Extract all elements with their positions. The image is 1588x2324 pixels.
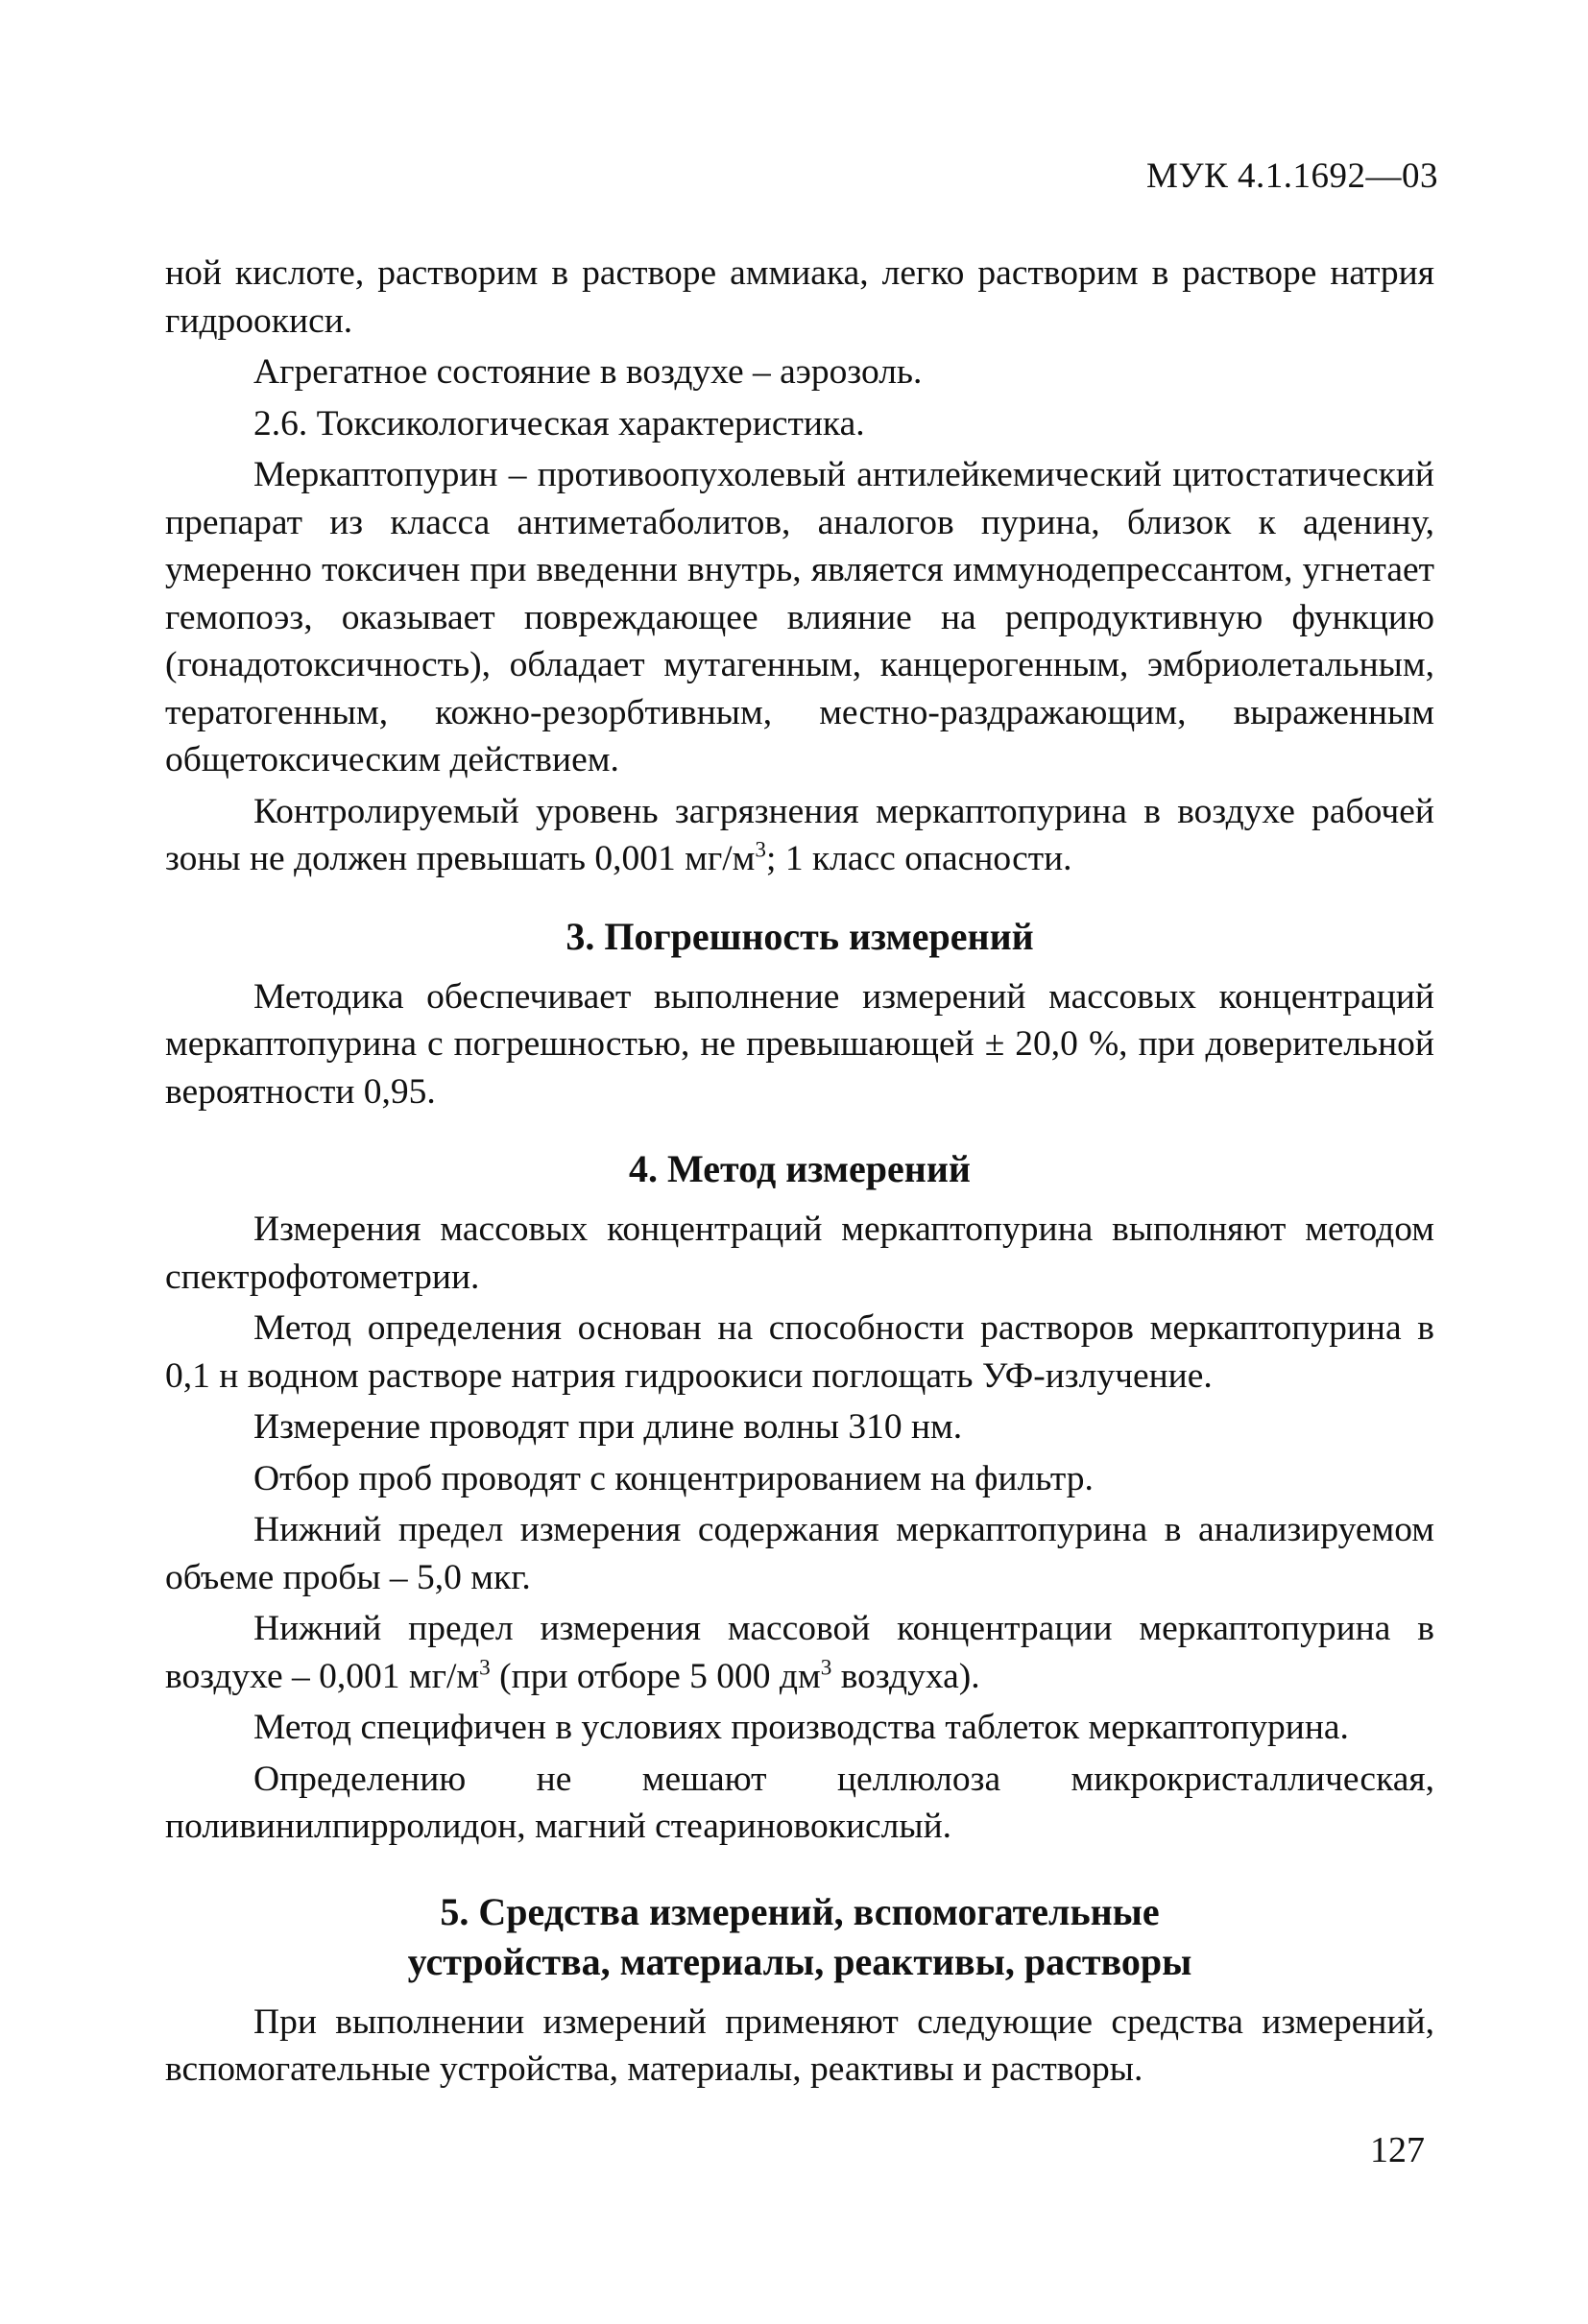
section-4-title: 4. Метод измерений [629, 1147, 971, 1190]
paragraph-toxicology: Меркаптопурин – противоопухолевый антилейкемический цитостатический препарат из класса антиметаболитов, аналогов пурина, близок к аденину, умеренно токсичен при введенни внутрь, является иммунодепрессантом, угнетает гемопоэз, оказывает повреждающее влияние на репродуктивную функцию (гонадотоксичность), обладает мутагенным, канцерогенным, эмбриолетальным, тератогенным, кожно-резорбтивным, местно-раздражающим, выраженным общетоксическим действием. [165, 455, 1434, 779]
paragraph-tox-heading: 2.6. Токсикологическая характеристика. [253, 403, 865, 443]
paragraph-control-level [165, 788, 1434, 883]
paragraph-error: Методика обеспечивает выполнение измерений массовых концентраций меркаптопурина с погрешностью, не превышающей ± 20,0 %, при доверительной вероятности 0,95. [165, 976, 1434, 1112]
superscript-3: 3 [820, 1655, 832, 1680]
paragraph-aggregate-state: Агрегатное состояние в воздухе – аэрозоль. [253, 352, 923, 392]
paragraph-method-1: Измерения массовых концентраций меркаптопурина выполняют методом спектрофотометрии. [165, 1210, 1434, 1297]
paragraph-method-6 [165, 1605, 1434, 1700]
paragraph-method-7: Метод специфичен в условиях производства таблеток меркаптопурина. [253, 1708, 1349, 1747]
method-6-text: Нижний предел измерения массовой концентрации меркаптопурина в воздухе – 0,001 мг/м [165, 1609, 1434, 1696]
superscript-3: 3 [479, 1655, 491, 1680]
paragraph-method-8: Определению не мешают целлюлоза микрокристаллическая, поливинилпирролидон, магний стеариновокислый. [165, 1759, 1434, 1846]
superscript-3: 3 [755, 837, 767, 863]
control-level-text: Контролируемый уровень загрязнения меркаптопурина в воздухе рабочей зоны не должен превышать 0,001 мг/м [165, 791, 1434, 878]
section-5-title-line-1: 5. Средства измерений, вспомогательные [440, 1889, 1160, 1933]
paragraph-solubility: ной кислоте, растворим в растворе аммиака, легко растворим в растворе натрия гидроокиси. [165, 253, 1434, 341]
document-code-header: МУК 4.1.1692—03 [1145, 156, 1438, 196]
paragraph-method-3: Измерение проводят при длине волны 310 нм. [253, 1407, 963, 1447]
control-level-text-end: ; 1 класс опасности. [766, 839, 1072, 878]
section-5-title-line-2: устройства, материалы, реактивы, растворы [407, 1939, 1192, 1983]
paragraph-method-5: Нижний предел измерения содержания меркаптопурина в анализируемом объеме пробы – 5,0 мкг. [165, 1510, 1434, 1597]
method-6-text-mid: (при отборе 5 000 дм [490, 1656, 821, 1696]
page-number: 127 [1370, 2130, 1425, 2170]
paragraph-method-2: Метод определения основан на способности растворов меркаптопурина в 0,1 н водном растворе натрия гидроокиси поглощать УФ-излучение. [165, 1308, 1434, 1396]
page-content [165, 250, 1434, 2097]
method-6-text-end: воздуха). [831, 1656, 980, 1696]
section-3-title: 3. Погрешность измерений [565, 914, 1034, 958]
paragraph-instruments: При выполнении измерений применяют следующие средства измерений, вспомогательные устройства, материалы, реактивы и растворы. [165, 2001, 1434, 2089]
paragraph-method-4: Отбор проб проводят с концентрированием на фильтр. [253, 1458, 1094, 1498]
section-5-title [165, 1887, 1434, 1987]
